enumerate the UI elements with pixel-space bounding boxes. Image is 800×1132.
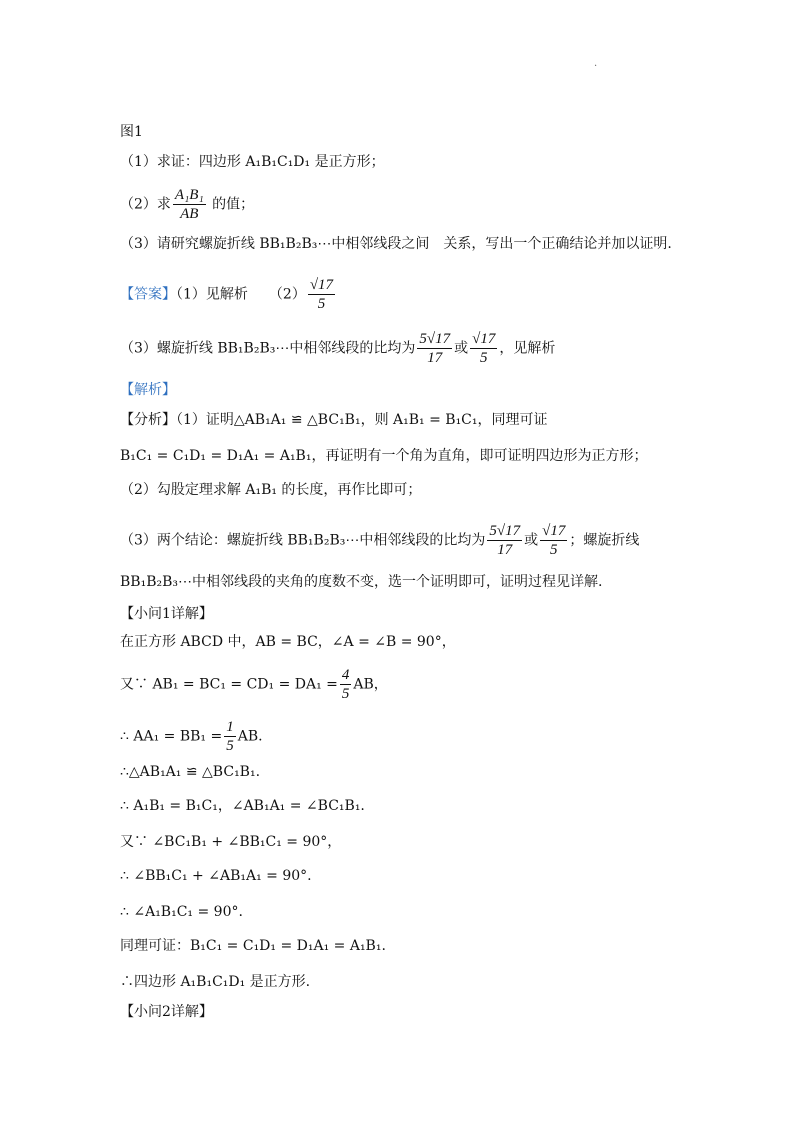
analysis-line-2: B₁C₁ = C₁D₁ = D₁A₁ = A₁B₁，再证明有一个角为直角，即可证明四边形为正方形； [120, 448, 648, 464]
fraction: $\frac{√17}{5}$ [472, 331, 496, 366]
proof-line-9: 同理可证：B₁C₁ = C₁D₁ = D₁A₁ = A₁B₁. [120, 938, 386, 954]
fraction: $\frac{1}{5}$ [226, 719, 234, 754]
proof-line-4: ∴△AB₁A₁ ≌ △BC₁B₁. [120, 764, 261, 780]
fraction: $\frac{5√17}{17}$ [489, 523, 521, 558]
question-3: （3）请研究螺旋折线 BB₁B₂B₃⋯中相邻线段之间 关系，写出一个正确结论并加以证明. [120, 236, 672, 252]
proof-line-2: 又∵ AB₁ = BC₁ = CD₁ = DA₁ = $\frac{4}{5}$ AB， [120, 667, 388, 702]
analysis-tag: 【解析】 [120, 382, 176, 398]
proof-line-6: 又∵ ∠BC₁B₁ + ∠BB₁C₁ = 90°， [120, 834, 342, 850]
proof-line-7: ∴ ∠BB₁C₁ + ∠AB₁A₁ = 90°. [120, 868, 312, 884]
header-mark: . [594, 58, 598, 69]
subquestion-2-heading: 【小问2详解】 [120, 1004, 213, 1020]
analysis-line-3: （2）勾股定理求解 A₁B₁ 的长度，再作比即可； [120, 482, 422, 498]
proof-line-5: ∴ A₁B₁ = B₁C₁，∠AB₁A₁ = ∠BC₁B₁. [120, 798, 365, 814]
analysis-tag-line [120, 380, 176, 400]
fraction: $\frac{5√17}{17}$ [419, 331, 451, 366]
proof-line-10: ∴四边形 A₁B₁C₁D₁ 是正方形. [120, 974, 311, 990]
fraction: $\frac{4}{5}$ [341, 667, 350, 702]
analysis-line-5: BB₁B₂B₃⋯中相邻线段的夹角的度数不变，选一个证明即可，证明过程见详解. [120, 574, 603, 590]
question-1: （1）求证：四边形 A₁B₁C₁D₁ 是正方形； [120, 154, 385, 170]
analysis-line-1: 【分析】（1）证明△AB₁A₁ ≌ △BC₁B₁，则 A₁B₁ = B₁C₁，同理可证 [120, 412, 548, 428]
fraction: $\frac{√17}{5}$ [542, 523, 566, 558]
question-2: （2）求 $\frac{\text{A₁B₁}}{AB}$ 的值； [120, 187, 255, 222]
answer-3-line: （3）螺旋折线 BB₁B₂B₃⋯中相邻线段的比均为 $\frac{5√17}{17}$ 或 $\frac{√17}{5}$ ，见解析 [120, 331, 556, 366]
proof-line-3: ∴ AA₁ = BB₁ = $\frac{1}{5}$ AB. [120, 719, 263, 754]
answer-line: 【答案】（1）见解析 （2） $\frac{√17}{5}$ [120, 277, 334, 312]
answer-tag: 【答案】 [120, 286, 176, 303]
fraction: $\frac{√17}{5}$ [309, 277, 334, 312]
proof-line-1: 在正方形 ABCD 中，AB = BC，∠A = ∠B = 90°， [120, 634, 456, 650]
fraction: $\frac{\text{A₁B₁}}{AB}$ [174, 187, 204, 222]
analysis-line-4: （3）两个结论：螺旋折线 BB₁B₂B₃⋯中相邻线段的比均为 $\frac{5√17}{17}$ 或 $\frac{√17}{5}$ ；螺旋折线 [120, 523, 640, 558]
proof-line-8: ∴ ∠A₁B₁C₁ = 90°. [120, 904, 243, 920]
figure-label: 图1 [120, 124, 143, 140]
subquestion-1-heading: 【小问1详解】 [120, 606, 213, 622]
